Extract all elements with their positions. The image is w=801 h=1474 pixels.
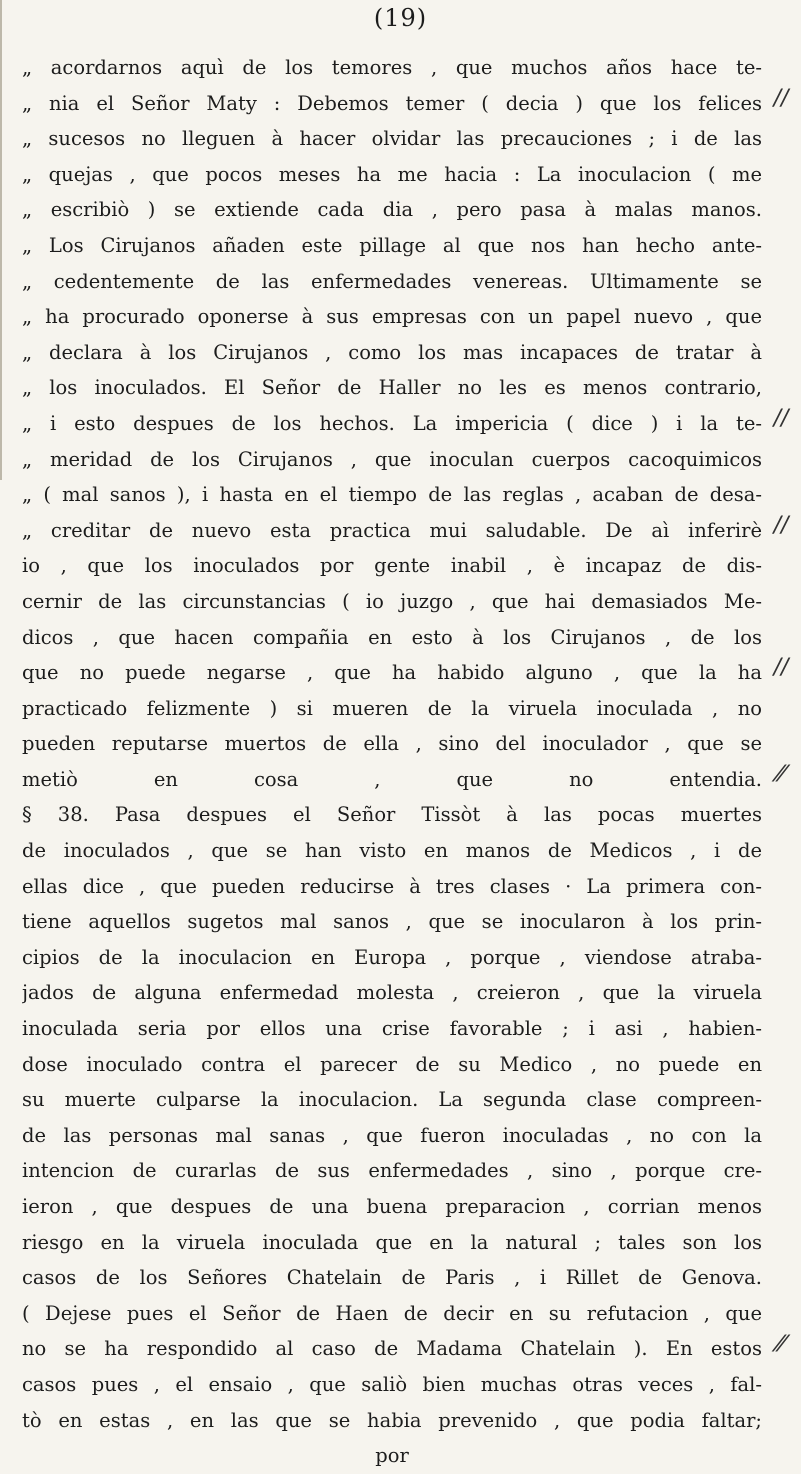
- text-line: „ nia el Señor Maty : Debemos temer ( decia ) que los felices: [22, 91, 762, 115]
- text-line: inoculada seria por ellos una crise favorable ; i asi , habien-: [22, 1017, 762, 1041]
- text-line: dose inoculado contra el parecer de su Medico , no puede en: [22, 1052, 762, 1076]
- text-line: „ sucesos no lleguen à hacer olvidar las precauciones ; i de las: [22, 127, 762, 151]
- text-line: io , que los inoculados por gente inabil , è incapaz de dis-: [22, 554, 762, 578]
- margin-mark: ⁄⁄: [777, 762, 785, 787]
- text-line: jados de alguna enfermedad molesta , creieron , que la viruela: [22, 981, 762, 1005]
- margin-mark: //: [773, 512, 789, 538]
- text-line: „ los inoculados. El Señor de Haller no les es menos contrario,: [22, 376, 762, 400]
- text-line: casos pues , el ensaio , que saliò bien muchas otras veces , fal-: [22, 1372, 762, 1396]
- margin-mark: ⁄⁄: [777, 1331, 785, 1357]
- text-line: „ quejas , que pocos meses ha me hacia : La inoculacion ( me: [22, 162, 762, 186]
- text-line: „ declara à los Cirujanos , como los mas incapaces de tratar à: [22, 340, 762, 364]
- text-line: „ cedentemente de las enfermedades venereas. Ultimamente se: [22, 269, 762, 293]
- text-line: „ acordarnos aquì de los temores , que muchos años hace te-: [22, 56, 762, 79]
- text-line: no se ha respondido al caso de Madama Chatelain ). En estos: [22, 1337, 762, 1361]
- body-text: [22, 50, 762, 1474]
- text-line: „ ha procurado oponerse à sus empresas con un papel nuevo , que: [22, 305, 762, 329]
- text-line: riesgo en la viruela inoculada que en la natural ; tales son los: [22, 1230, 762, 1254]
- text-line: „ i esto despues de los hechos. La impericia ( dice ) i la te-: [22, 411, 762, 435]
- text-line: ieron , que despues de una buena preparacion , corrian menos: [22, 1195, 762, 1218]
- text-line: ellas dice , que pueden reducirse à tres clases · La primera con-: [22, 874, 762, 898]
- margin-mark: //: [773, 85, 789, 111]
- text-line: pueden reputarse muertos de ella , sino del inoculador , que se: [22, 732, 762, 756]
- text-line: practicado felizmente ) si mueren de la viruela inoculada , no: [22, 696, 762, 720]
- text-line: que no puede negarse , que ha habido alguno , que la ha: [22, 661, 762, 685]
- text-line: cernir de las circunstancias ( io juzgo , que hai demasiados Me-: [22, 589, 762, 613]
- text-line: metiò en cosa , que no entendia.: [22, 767, 762, 791]
- binding-edge: [0, 0, 6, 480]
- text-line: cipios de la inoculacion en Europa , porque , viendose atraba-: [22, 945, 762, 969]
- margin-mark: //: [773, 655, 789, 681]
- text-line: de inoculados , que se han visto en manos de Medicos , i de: [22, 839, 762, 863]
- text-line: de las personas mal sanas , que fueron inoculadas , no con la: [22, 1123, 762, 1147]
- text-line: „ creditar de nuevo esta practica mui saludable. De aì inferirè: [22, 518, 762, 542]
- text-line: tò en estas , en las que se habia prevenido , que podia faltar;: [22, 1408, 762, 1432]
- text-line: casos de los Señores Chatelain de Paris , i Rillet de Genova.: [22, 1266, 762, 1290]
- page-number: (19): [373, 4, 428, 32]
- text-line: § 38. Pasa despues el Señor Tissòt à las pocas muertes: [22, 803, 762, 827]
- text-line: dicos , que hacen compañia en esto à los Cirujanos , de los: [22, 625, 762, 649]
- text-line: tiene aquellos sugetos mal sanos , que se inocularon à los prin-: [22, 910, 762, 934]
- text-line: ( Dejese pues el Señor de Haen de decir en su refutacion , que: [22, 1301, 762, 1325]
- text-line: „ Los Cirujanos añaden este pillage al que nos han hecho ante-: [22, 233, 762, 257]
- margin-mark: //: [773, 406, 789, 431]
- text-line: su muerte culparse la inoculacion. La segunda clase compreen-: [22, 1088, 762, 1112]
- text-line: „ meridad de los Cirujanos , que inoculan cuerpos cacoquimicos: [22, 447, 762, 471]
- text-line: intencion de curarlas de sus enfermedades , sino , porque cre-: [22, 1159, 762, 1183]
- text-line: por: [375, 1444, 409, 1468]
- text-line: „ escribiò ) se extiende cada dia , pero pasa à malas manos.: [22, 198, 762, 222]
- text-line: „ ( mal sanos ), i hasta en el tiempo de las reglas , acaban de desa-: [22, 483, 762, 507]
